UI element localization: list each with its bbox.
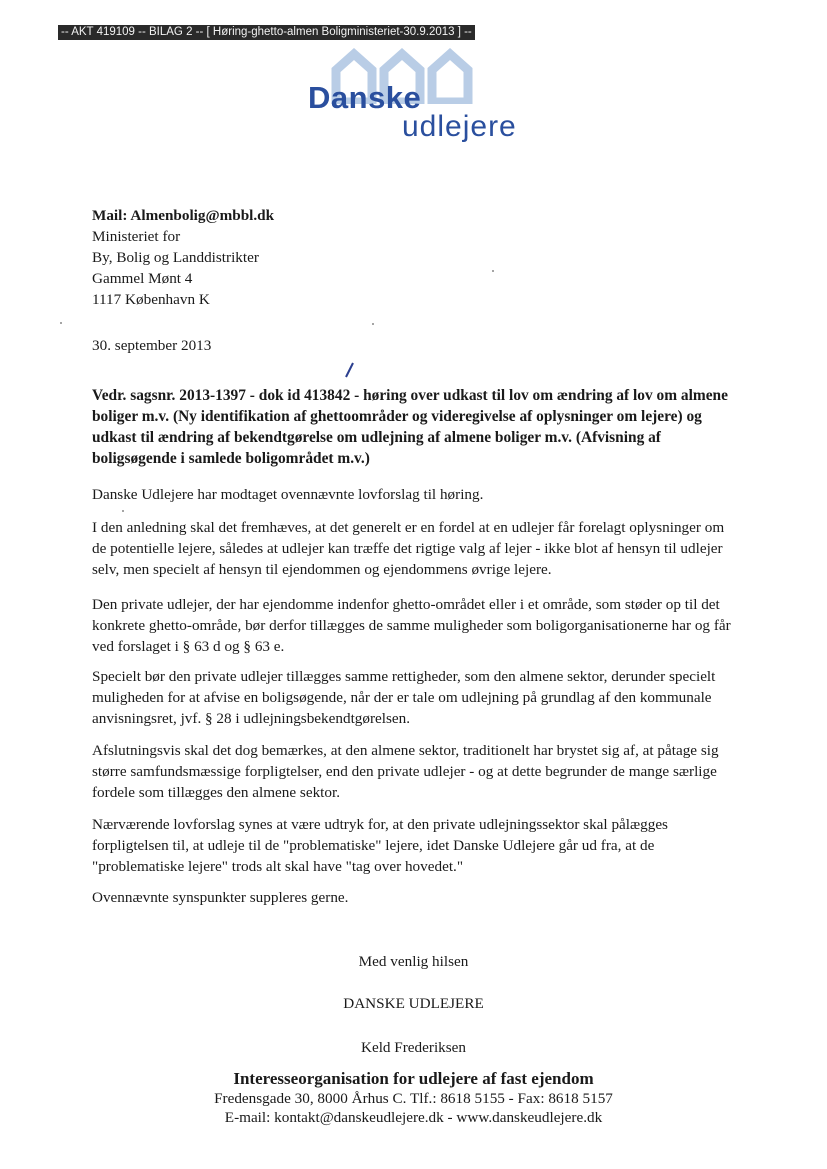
- signature-closing: Med venlig hilsen: [358, 953, 469, 970]
- body-paragraph: Nærværende lovforslag synes at være udtryk for, at den private udlejningssektor skal pålægges forpligtelsen til, at udleje til de "problematiske" lejere, idet Danske Udlejere går ud fra, at de "problematiske lejere" trods alt skal have "tag over hovedet.": [92, 816, 668, 875]
- recipient-line: By, Bolig og Landdistrikter: [92, 249, 259, 266]
- footer-address: Fredensgade 30, 8000 Århus C. Tlf.: 8618 5155 - Fax: 8618 5157: [214, 1090, 613, 1107]
- signature-name: Keld Frederiksen: [360, 1039, 466, 1056]
- body-paragraph: Specielt bør den private udlejer tillægges samme rettigheder, som den almene sektor, derunder specielt muligheden for at afvise en boligsøgende, når der er tale om udlejning på grundlag af den kommunale anvisningsret, jvf. § 28 i udlejningsbekendtgørelsen.: [92, 668, 716, 727]
- recipient-address: [92, 205, 274, 310]
- scan-speck: [122, 510, 124, 512]
- footer-title: Interesseorganisation for udlejere af fast ejendom: [233, 1069, 594, 1088]
- body-paragraph: Afslutningsvis skal det dog bemærkes, at den almene sektor, traditionelt har brystet sig af, at påtage sig større samfundsmæssige forpligtelser, end den private udlejer - og at dette begrunder de mange særlige fordele som tillægges den almene sektor.: [92, 742, 719, 801]
- pen-mark-icon: [343, 362, 355, 384]
- body-paragraph: Den private udlejer, der har ejendomme indenfor ghetto-området eller i et område, som støder op til det konkrete ghetto-område, bør derfor tillægges de samme muligheder som boligorganisationerne har og får ved forslaget i § 63 d og § 63 e.: [92, 596, 731, 655]
- signature-organization: DANSKE UDLEJERE: [343, 995, 484, 1012]
- recipient-mail: Mail: Almenbolig@mbbl.dk: [92, 207, 275, 224]
- danske-udlejere-logo: [300, 48, 540, 148]
- body-paragraph: Ovennævnte synspunkter suppleres gerne.: [92, 889, 349, 906]
- letter-date: 30. september 2013: [92, 337, 212, 354]
- scan-speck: [492, 270, 494, 272]
- logo-word-danske: Danske: [308, 80, 422, 115]
- body-paragraph: Danske Udlejere har modtaget ovennævnte lovforslag til høring.: [92, 486, 484, 503]
- recipient-line: 1117 København K: [92, 291, 210, 308]
- recipient-line: Gammel Mønt 4: [92, 270, 193, 287]
- footer-contact: E-mail: kontakt@danskeudlejere.dk - www.danskeudlejere.dk: [224, 1109, 603, 1126]
- letter-subject: Vedr. sagsnr. 2013-1397 - dok id 413842 - høring over udkast til lov om ændring af lov om almene boliger m.v. (Ny identifikation af ghettoområder og videregivelse af oplysninger om lejere) og udkast til ændring af bekendtgørelse om udlejning af almene boliger m.v. (Afvisning af boligsøgende i samlede boligområdet m.v.): [92, 387, 728, 467]
- document-stamp: -- AKT 419109 -- BILAG 2 -- [ Høring-ghetto-almen Boligministeriet-30.9.2013 ] --: [58, 25, 475, 40]
- body-paragraph: I den anledning skal det fremhæves, at det generelt er en fordel at en udlejer får forelagt oplysninger om de potentielle lejere, således at udlejer kan træffe det rigtige valg af lejer - ikke blot af hensyn til udlejer selv, men specielt af hensyn til ejendommen og ejendommens øvrige lejere.: [92, 519, 725, 578]
- logo-word-udlejere: udlejere: [402, 110, 517, 143]
- scan-speck: [60, 322, 62, 324]
- recipient-line: Ministeriet for: [92, 228, 181, 245]
- scan-speck: [372, 323, 374, 325]
